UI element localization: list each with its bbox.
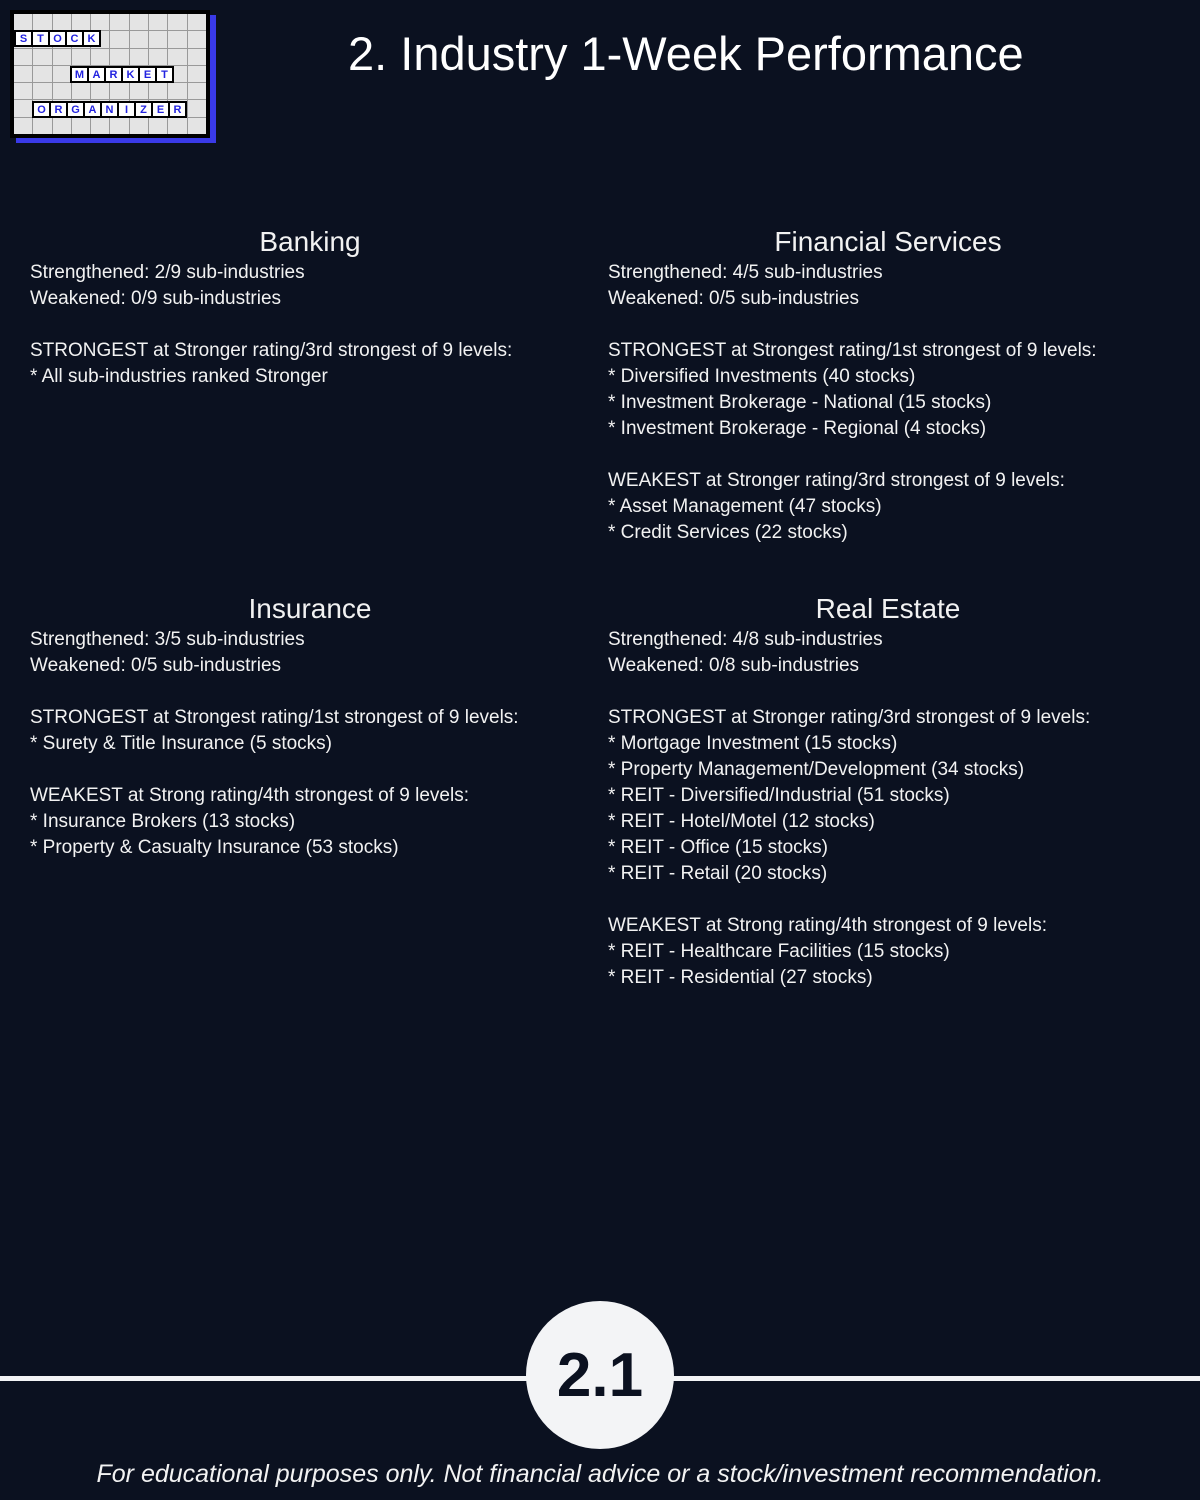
list-item: * Investment Brokerage - Regional (4 stocks): [608, 418, 987, 439]
logo-grid-cell: [130, 49, 148, 65]
logo-grid-cell: [33, 83, 51, 99]
logo-grid-cell: [149, 31, 167, 47]
logo-word-organizer: [32, 101, 187, 118]
logo-grid-cell: [33, 66, 51, 82]
logo-grid-cell: [91, 83, 109, 99]
spacer: [608, 679, 1168, 705]
logo-grid-cell: [188, 100, 206, 116]
group-heading: WEAKEST at Strong rating/4th strongest of 9 levels:: [30, 785, 469, 806]
logo-letter: I: [119, 103, 134, 116]
logo-grid-cell: [110, 83, 128, 99]
list-item: * Property Management/Development (34 stocks): [608, 759, 1025, 780]
list-item: * REIT - Hotel/Motel (12 stocks): [608, 811, 875, 832]
spacer: [608, 887, 1168, 913]
list-item: * Insurance Brokers (13 stocks): [30, 811, 296, 832]
divider-left: [0, 1376, 530, 1381]
logo-letter: K: [123, 68, 138, 81]
weakened-count: Weakened: 0/5 sub-industries: [608, 288, 860, 309]
logo-grid-cell: [149, 83, 167, 99]
section-badge: 2.1: [526, 1301, 674, 1449]
logo-grid-cell: [130, 118, 148, 134]
logo-letter: C: [67, 32, 82, 45]
logo-grid-cell: [168, 31, 186, 47]
weakened-count: Weakened: 0/5 sub-industries: [30, 655, 282, 676]
group-heading: STRONGEST at Strongest rating/1st strongest of 9 levels:: [30, 707, 519, 728]
logo-grid-cell: [91, 14, 109, 30]
stock-market-organizer-logo: [10, 10, 210, 138]
list-item: * Investment Brokerage - National (15 stocks): [608, 392, 992, 413]
list-item: * Diversified Investments (40 stocks): [608, 366, 916, 387]
logo-letter: O: [50, 32, 65, 45]
list-item: * Credit Services (22 stocks): [608, 522, 848, 543]
list-item: * REIT - Office (15 stocks): [608, 837, 828, 858]
logo-letter: S: [16, 32, 31, 45]
logo-grid-cell: [14, 83, 32, 99]
logo-letter: R: [51, 103, 66, 116]
list-item: * Property & Casualty Insurance (53 stocks): [30, 837, 399, 858]
logo-word-market: [70, 66, 174, 83]
list-item: * Asset Management (47 stocks): [608, 496, 882, 517]
logo-grid-cell: [110, 14, 128, 30]
logo-letter: N: [102, 103, 117, 116]
logo-grid-cell: [110, 31, 128, 47]
logo-grid-cell: [33, 14, 51, 30]
group-heading: STRONGEST at Stronger rating/3rd strongest of 9 levels:: [30, 340, 513, 361]
logo-grid-cell: [14, 118, 32, 134]
list-item: * REIT - Diversified/Industrial (51 stocks): [608, 785, 950, 806]
weakened-count: Weakened: 0/8 sub-industries: [608, 655, 860, 676]
panel-banking: [30, 224, 590, 390]
logo-grid-cell: [72, 118, 90, 134]
strengthened-count: Strengthened: 4/5 sub-industries: [608, 262, 883, 283]
list-item: * All sub-industries ranked Stronger: [30, 366, 328, 387]
logo-grid-cell: [149, 14, 167, 30]
logo-grid-cell: [72, 49, 90, 65]
logo-grid-cell: [188, 66, 206, 82]
logo-grid-cell: [188, 14, 206, 30]
logo-letter: E: [140, 68, 155, 81]
logo-grid-cell: [110, 118, 128, 134]
logo-letter: E: [153, 103, 168, 116]
logo-grid-cell: [53, 66, 71, 82]
logo-letter: T: [33, 32, 48, 45]
logo-grid-cell: [14, 14, 32, 30]
spacer: [30, 679, 590, 705]
logo-letter: A: [89, 68, 104, 81]
logo-grid-cell: [188, 83, 206, 99]
logo-grid-cell: [130, 31, 148, 47]
panel-title: Financial Services: [774, 226, 1002, 257]
logo-grid-cell: [110, 49, 128, 65]
logo-letter: K: [84, 32, 99, 45]
logo-grid-cell: [149, 49, 167, 65]
page-title: 2. Industry 1-Week Performance: [348, 27, 1024, 80]
group-heading: WEAKEST at Stronger rating/3rd strongest of 9 levels:: [608, 470, 1065, 491]
logo-grid-cell: [53, 118, 71, 134]
logo-grid-cell: [33, 49, 51, 65]
panel-financial-services: [608, 224, 1168, 546]
logo-grid-cell: [168, 49, 186, 65]
divider-right: [670, 1376, 1200, 1381]
logo-letter: A: [85, 103, 100, 116]
logo-grid-cell: [53, 49, 71, 65]
logo-letter: M: [72, 68, 87, 81]
logo-grid-cell: [33, 118, 51, 134]
panel-insurance: [30, 591, 590, 861]
logo-grid-cell: [91, 49, 109, 65]
logo-letter: Z: [136, 103, 151, 116]
logo-grid-cell: [72, 83, 90, 99]
disclaimer: For educational purposes only. Not financial advice or a stock/investment recommendation.: [96, 1460, 1104, 1488]
logo-grid-cell: [14, 100, 32, 116]
list-item: * Mortgage Investment (15 stocks): [608, 733, 898, 754]
group-heading: STRONGEST at Strongest rating/1st strongest of 9 levels:: [608, 340, 1097, 361]
panel-title: Banking: [259, 226, 361, 257]
logo-grid-cell: [53, 83, 71, 99]
panel-title: Insurance: [248, 593, 372, 624]
logo-grid-cell: [149, 118, 167, 134]
panel-title: Real Estate: [815, 593, 961, 624]
list-item: * REIT - Residential (27 stocks): [608, 967, 873, 988]
logo-grid-cell: [168, 118, 186, 134]
logo-letter: O: [34, 103, 49, 116]
spacer: [608, 312, 1168, 338]
logo-letter: R: [170, 103, 185, 116]
logo-letter: R: [106, 68, 121, 81]
logo-grid-cell: [188, 49, 206, 65]
logo-grid-cell: [91, 118, 109, 134]
strengthened-count: Strengthened: 2/9 sub-industries: [30, 262, 305, 283]
group-heading: WEAKEST at Strong rating/4th strongest of 9 levels:: [608, 915, 1047, 936]
weakened-count: Weakened: 0/9 sub-industries: [30, 288, 282, 309]
group-heading: STRONGEST at Stronger rating/3rd strongest of 9 levels:: [608, 707, 1091, 728]
logo-grid-cell: [53, 14, 71, 30]
logo-grid-cell: [168, 83, 186, 99]
spacer: [30, 312, 590, 338]
strengthened-count: Strengthened: 3/5 sub-industries: [30, 629, 305, 650]
logo-grid-cell: [130, 14, 148, 30]
logo-word-stock: [14, 30, 101, 47]
spacer: [30, 757, 590, 783]
logo-letter: T: [157, 68, 172, 81]
list-item: * REIT - Retail (20 stocks): [608, 863, 828, 884]
logo-letter: G: [68, 103, 83, 116]
logo-grid-cell: [14, 49, 32, 65]
logo-grid-cell: [168, 14, 186, 30]
list-item: * REIT - Healthcare Facilities (15 stocks): [608, 941, 950, 962]
logo-grid-cell: [188, 31, 206, 47]
logo-grid-cell: [188, 118, 206, 134]
list-item: * Surety & Title Insurance (5 stocks): [30, 733, 333, 754]
logo-grid-cell: [72, 14, 90, 30]
spacer: [608, 442, 1168, 468]
logo-grid-cell: [130, 83, 148, 99]
logo-grid-cell: [14, 66, 32, 82]
strengthened-count: Strengthened: 4/8 sub-industries: [608, 629, 883, 650]
panel-real-estate: [608, 591, 1168, 991]
